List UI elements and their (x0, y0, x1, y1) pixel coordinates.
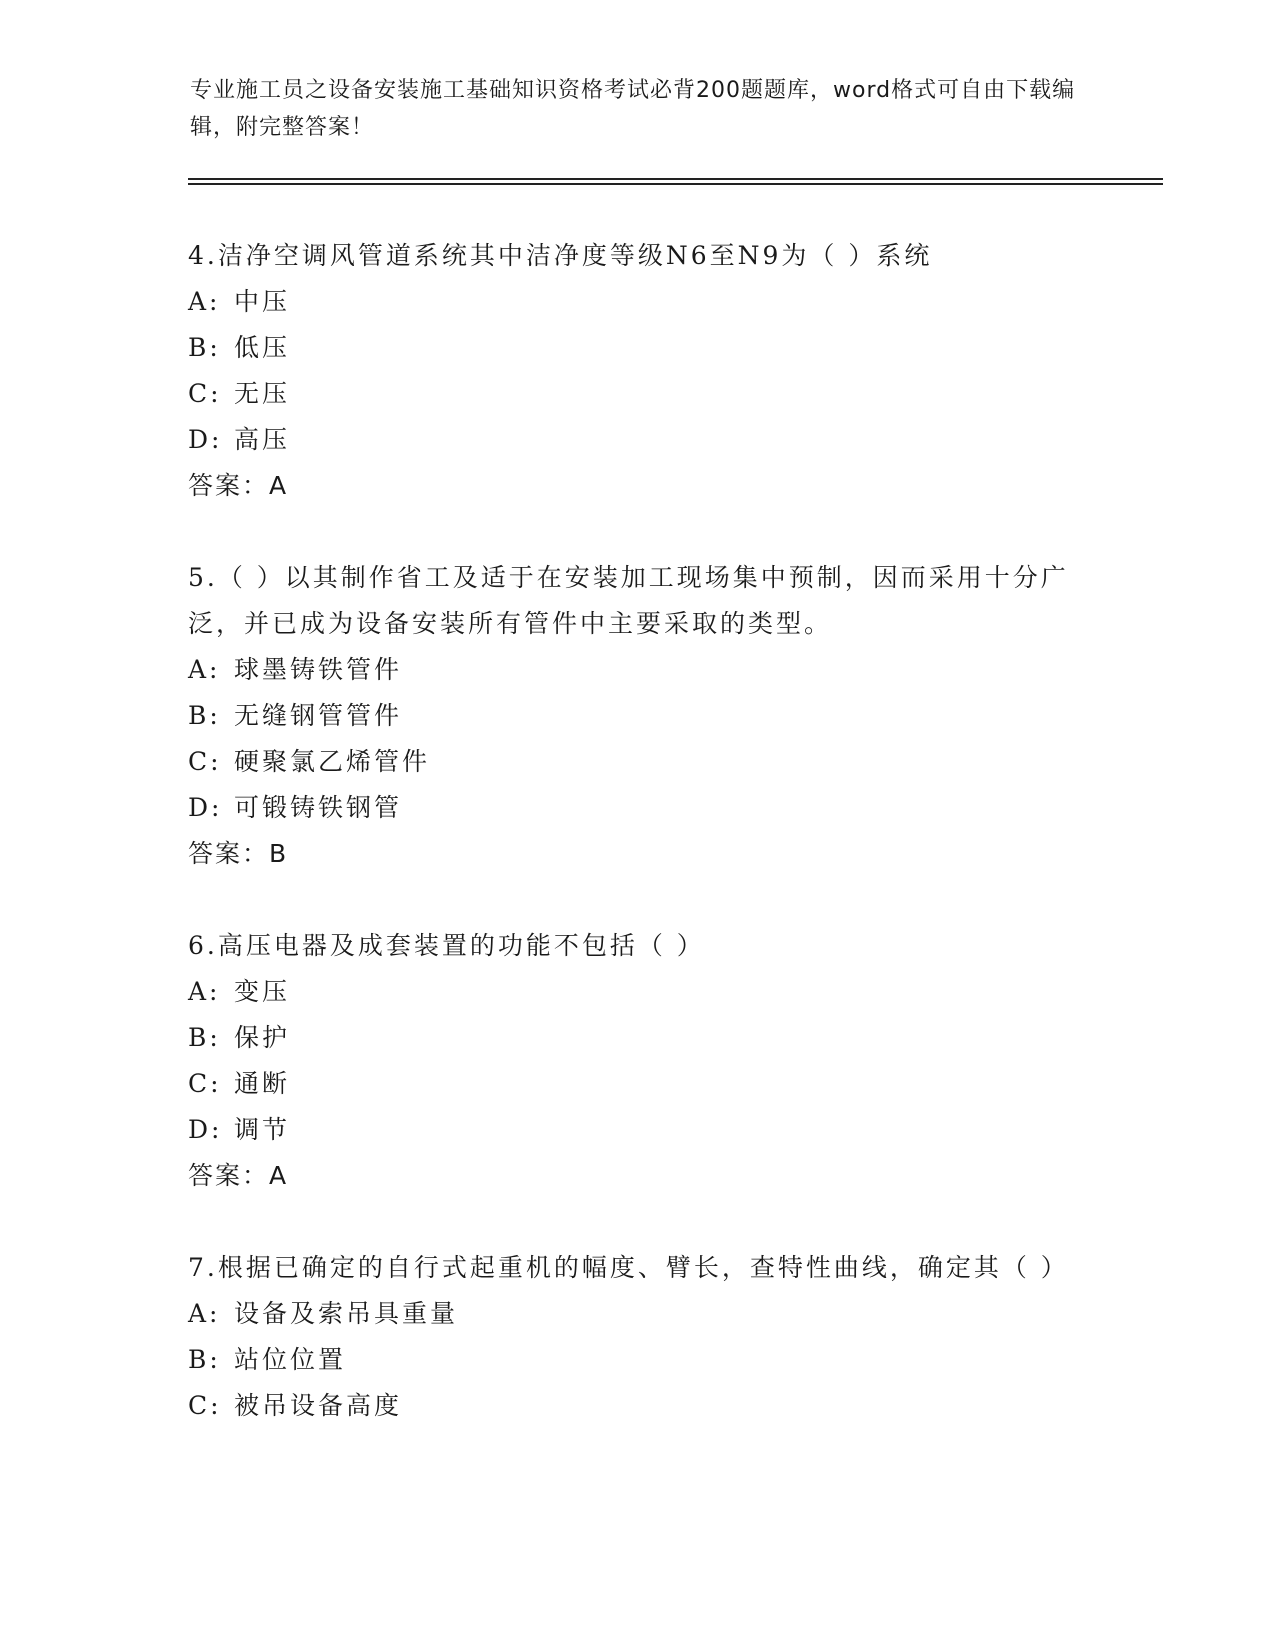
header-rule-bottom (188, 183, 1163, 185)
option-key: D: (188, 793, 223, 822)
option-key: D: (188, 425, 223, 454)
option-key: A: (188, 977, 221, 1006)
option-text: 可锻铸铁钢管 (234, 793, 403, 822)
option-a (188, 279, 1088, 325)
option-key: C: (188, 747, 222, 776)
header-rule-top (188, 178, 1163, 180)
answer-line: 答案：A (188, 471, 289, 500)
option-key: C: (188, 1391, 222, 1420)
question-stem: 6.高压电器及成套装置的功能不包括（ ） (188, 931, 705, 960)
option-text: 无缝钢管管件 (234, 701, 403, 730)
option-a (188, 647, 1088, 693)
question-7 (188, 1245, 1088, 1429)
option-key: B: (188, 333, 221, 362)
option-text: 球墨铸铁管件 (234, 655, 403, 684)
option-c (188, 1061, 1088, 1107)
option-a (188, 1291, 1088, 1337)
option-key: B: (188, 1023, 221, 1052)
option-text: 变压 (234, 977, 291, 1006)
option-key: A: (188, 655, 221, 684)
option-text: 通断 (234, 1069, 291, 1098)
option-text: 站位位置 (234, 1345, 347, 1374)
option-b (188, 693, 1088, 739)
option-d (188, 417, 1088, 463)
option-key: D: (188, 1115, 223, 1144)
option-c (188, 371, 1088, 417)
question-stem: 4.洁净空调风管道系统其中洁净度等级N6至N9为（ ）系统 (188, 241, 933, 270)
option-b (188, 325, 1088, 371)
question-6 (188, 923, 1088, 1199)
option-text: 被吊设备高度 (234, 1391, 403, 1420)
option-key: C: (188, 379, 222, 408)
option-text: 无压 (234, 379, 291, 408)
option-key: A: (188, 1299, 221, 1328)
option-b (188, 1015, 1088, 1061)
option-key: B: (188, 701, 221, 730)
answer-line: 答案：A (188, 1161, 289, 1190)
option-key: C: (188, 1069, 222, 1098)
option-b (188, 1337, 1088, 1383)
question-stem: 7.根据已确定的自行式起重机的幅度、臂长，查特性曲线，确定其（ ） (188, 1253, 1069, 1282)
option-a (188, 969, 1088, 1015)
question-stem: 5.（ ）以其制作省工及适于在安装加工现场集中预制，因而采用十分广泛，并已成为设备安装所有管件中主要采取的类型。 (188, 563, 1069, 638)
option-c (188, 1383, 1088, 1429)
option-text: 调节 (234, 1115, 291, 1144)
option-d (188, 1107, 1088, 1153)
question-4 (188, 233, 1088, 509)
answer-line: 答案：B (188, 839, 289, 868)
option-c (188, 739, 1088, 785)
option-text: 高压 (234, 425, 291, 454)
option-text: 设备及索吊具重量 (234, 1299, 459, 1328)
option-key: B: (188, 1345, 221, 1374)
option-d (188, 785, 1088, 831)
option-text: 中压 (234, 287, 291, 316)
option-text: 保护 (234, 1023, 291, 1052)
option-text: 低压 (234, 333, 291, 362)
document-header: 专业施工员之设备安装施工基础知识资格考试必背200题题库，word格式可自由下载编辑，附完整答案！ (190, 78, 1076, 140)
question-list (188, 233, 1088, 1475)
question-5 (188, 555, 1088, 877)
option-key: A: (188, 287, 221, 316)
option-text: 硬聚氯乙烯管件 (234, 747, 431, 776)
